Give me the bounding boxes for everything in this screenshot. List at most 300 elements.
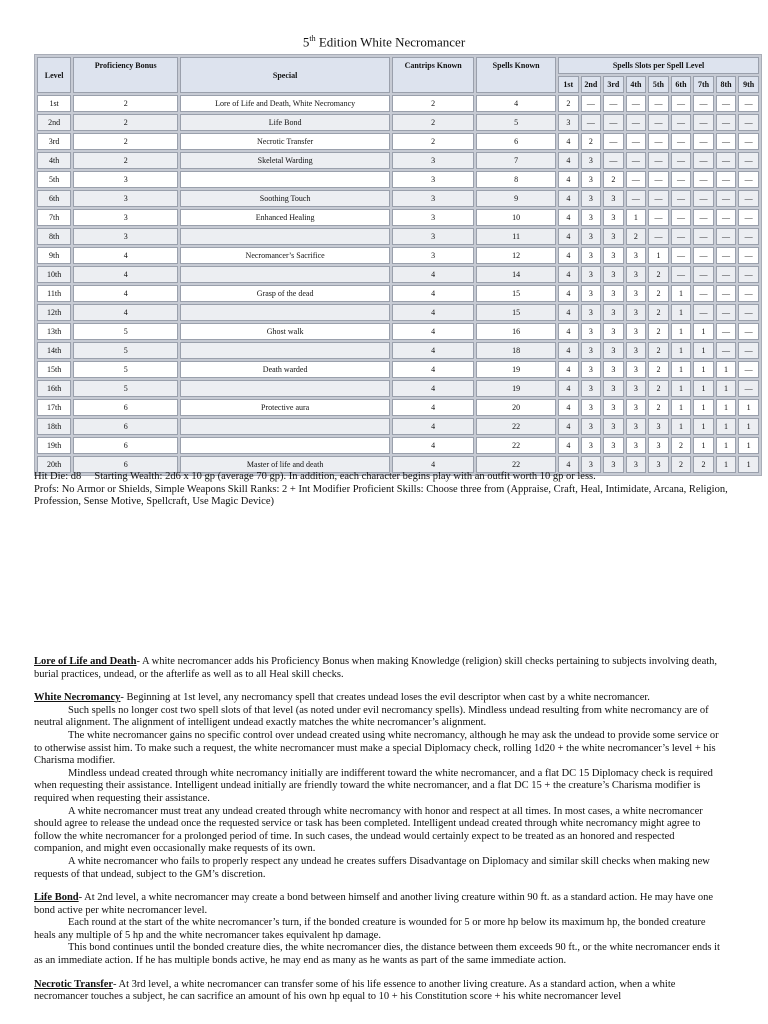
- slot-cell: 4: [558, 190, 579, 207]
- slot-cell: 1: [716, 437, 737, 454]
- special-cell: [180, 304, 390, 321]
- level-cell: 17th: [37, 399, 71, 416]
- slot-cell: 3: [581, 304, 602, 321]
- slot-cell: 4: [558, 399, 579, 416]
- feature-descriptions: [34, 656, 724, 1004]
- slot-cell: 4: [558, 152, 579, 169]
- level-cell: 3rd: [37, 133, 71, 150]
- special-cell: Soothing Touch: [180, 190, 390, 207]
- slot-cell: 1: [693, 323, 714, 340]
- special-cell: Master of life and death: [180, 456, 390, 473]
- level-cell: 4th: [37, 152, 71, 169]
- header-slot-level: 8th: [716, 76, 737, 93]
- level-cell: 2nd: [37, 114, 71, 131]
- slot-cell: 2: [648, 323, 669, 340]
- cantrips-cell: 3: [392, 209, 474, 226]
- slot-cell: 3: [626, 323, 647, 340]
- special-cell: Life Bond: [180, 114, 390, 131]
- slot-cell: —: [603, 152, 624, 169]
- proficiency-cell: 3: [73, 190, 178, 207]
- header-slot-level: 4th: [626, 76, 647, 93]
- slot-cell: 1: [693, 418, 714, 435]
- table-row: [37, 304, 759, 321]
- lore-section: Lore of Life and Death- A white necromancer adds his Proficiency Bonus when making Knowledge (religion) skill checks pertaining to subjects involving death, burial practices, undead, or the afterlife as well as to all Heal skill checks.: [34, 656, 718, 680]
- slot-cell: 3: [581, 323, 602, 340]
- table-row: [37, 399, 759, 416]
- slot-cell: 3: [626, 456, 647, 473]
- header-level: Level: [37, 57, 71, 93]
- slot-cell: —: [738, 209, 759, 226]
- slot-cell: 4: [558, 266, 579, 283]
- section-heading: White Necromancy: [34, 692, 121, 704]
- level-cell: 7th: [37, 209, 71, 226]
- slot-cell: —: [648, 228, 669, 245]
- proficiency-cell: 5: [73, 342, 178, 359]
- cantrips-cell: 4: [392, 361, 474, 378]
- slot-cell: 1: [693, 342, 714, 359]
- slot-cell: 2: [648, 304, 669, 321]
- slot-cell: —: [648, 209, 669, 226]
- slot-cell: 3: [581, 266, 602, 283]
- special-cell: Lore of Life and Death, White Necromancy: [180, 95, 390, 112]
- slot-cell: —: [626, 133, 647, 150]
- slot-cell: 3: [581, 152, 602, 169]
- spells-known-cell: 14: [476, 266, 556, 283]
- proficiency-cell: 3: [73, 209, 178, 226]
- slot-cell: 3: [581, 228, 602, 245]
- slot-cell: 1: [671, 323, 692, 340]
- slot-cell: 2: [558, 95, 579, 112]
- spells-known-cell: 15: [476, 304, 556, 321]
- proficiency-cell: 4: [73, 266, 178, 283]
- cantrips-cell: 3: [392, 171, 474, 188]
- slot-cell: —: [693, 285, 714, 302]
- table-row: [37, 247, 759, 264]
- slot-cell: —: [648, 152, 669, 169]
- class-info: [34, 471, 754, 509]
- slot-cell: 1: [738, 399, 759, 416]
- slot-cell: —: [738, 285, 759, 302]
- slot-cell: —: [581, 114, 602, 131]
- slot-cell: 2: [671, 437, 692, 454]
- section-heading: Lore of Life and Death: [34, 656, 137, 667]
- cantrips-cell: 3: [392, 228, 474, 245]
- table-row: [37, 152, 759, 169]
- slot-cell: —: [671, 133, 692, 150]
- spells-known-cell: 5: [476, 114, 556, 131]
- slot-cell: 1: [716, 399, 737, 416]
- special-cell: Grasp of the dead: [180, 285, 390, 302]
- table-row: [37, 323, 759, 340]
- slot-cell: 3: [603, 361, 624, 378]
- slot-cell: —: [738, 380, 759, 397]
- proficiency-cell: 2: [73, 95, 178, 112]
- slot-cell: 3: [648, 418, 669, 435]
- slot-cell: —: [738, 247, 759, 264]
- proficiency-cell: 4: [73, 247, 178, 264]
- spells-known-cell: 9: [476, 190, 556, 207]
- table-row: [37, 114, 759, 131]
- slot-cell: 2: [648, 361, 669, 378]
- slot-cell: 3: [603, 285, 624, 302]
- cantrips-cell: 2: [392, 95, 474, 112]
- level-cell: 8th: [37, 228, 71, 245]
- slot-cell: 2: [648, 380, 669, 397]
- header-proficiency: Proficiency Bonus: [73, 57, 178, 93]
- slot-cell: 3: [626, 285, 647, 302]
- slot-cell: 4: [558, 380, 579, 397]
- slot-cell: —: [693, 247, 714, 264]
- proficiency-cell: 5: [73, 361, 178, 378]
- level-cell: 18th: [37, 418, 71, 435]
- slot-cell: 3: [603, 437, 624, 454]
- table-row: [37, 418, 759, 435]
- special-cell: Skeletal Warding: [180, 152, 390, 169]
- slot-cell: 3: [648, 437, 669, 454]
- slot-cell: 3: [603, 323, 624, 340]
- slot-cell: 3: [603, 418, 624, 435]
- slot-cell: —: [693, 266, 714, 283]
- slot-cell: 3: [581, 247, 602, 264]
- slot-cell: 2: [626, 228, 647, 245]
- slot-cell: 3: [603, 190, 624, 207]
- slot-cell: 1: [716, 380, 737, 397]
- white-necromancy-section: White Necromancy- Beginning at 1st level, any necromancy spell that creates undead loses the evil descriptor when cast by a white necromancer.: [34, 692, 650, 704]
- slot-cell: 1: [671, 285, 692, 302]
- slot-cell: —: [716, 171, 737, 188]
- slot-cell: 4: [558, 228, 579, 245]
- header-slot-level: 1st: [558, 76, 579, 93]
- slot-cell: 1: [693, 437, 714, 454]
- spells-known-cell: 8: [476, 171, 556, 188]
- cantrips-cell: 4: [392, 266, 474, 283]
- header-slot-level: 6th: [671, 76, 692, 93]
- slot-cell: 2: [648, 399, 669, 416]
- slot-cell: —: [738, 152, 759, 169]
- hit-die-line: Hit Die: d8 Starting Wealth: 2d6 x 10 gp (average 70 gp). In addition, each character begins play with an outfit worth 10 gp or less.: [34, 471, 596, 482]
- spells-known-cell: 6: [476, 133, 556, 150]
- slot-cell: —: [738, 171, 759, 188]
- special-cell: Enhanced Healing: [180, 209, 390, 226]
- paragraph: A white necromancer who fails to properly respect any undead he creates suffers Disadvantage on Diplomacy and similar skill checks when making new requests of that undead, subject to the GM’s discretion.: [34, 855, 710, 880]
- slot-cell: —: [716, 285, 737, 302]
- special-cell: Necrotic Transfer: [180, 133, 390, 150]
- slot-cell: 1: [716, 418, 737, 435]
- slot-cell: 1: [738, 456, 759, 473]
- slot-cell: 3: [626, 342, 647, 359]
- special-cell: Protective aura: [180, 399, 390, 416]
- proficiency-cell: 4: [73, 285, 178, 302]
- slot-cell: 3: [648, 456, 669, 473]
- slot-cell: —: [716, 114, 737, 131]
- level-cell: 13th: [37, 323, 71, 340]
- slot-cell: —: [716, 304, 737, 321]
- header-slot-level: 7th: [693, 76, 714, 93]
- slot-cell: —: [671, 95, 692, 112]
- slot-cell: 3: [626, 399, 647, 416]
- level-cell: 9th: [37, 247, 71, 264]
- section-heading: Necrotic Transfer: [34, 978, 114, 990]
- header-slot-level: 3rd: [603, 76, 624, 93]
- slot-cell: —: [648, 190, 669, 207]
- slot-cell: —: [693, 171, 714, 188]
- table-row: [37, 133, 759, 150]
- slot-cell: —: [716, 95, 737, 112]
- slot-cell: 1: [738, 418, 759, 435]
- special-cell: Death warded: [180, 361, 390, 378]
- slot-cell: 3: [581, 285, 602, 302]
- slot-cell: 3: [603, 399, 624, 416]
- slot-cell: —: [671, 247, 692, 264]
- slot-cell: —: [581, 95, 602, 112]
- slot-cell: —: [693, 228, 714, 245]
- level-cell: 10th: [37, 266, 71, 283]
- cantrips-cell: 4: [392, 418, 474, 435]
- slot-cell: 3: [603, 456, 624, 473]
- slot-cell: 1: [671, 304, 692, 321]
- slot-cell: 4: [558, 323, 579, 340]
- slot-cell: —: [693, 304, 714, 321]
- slot-cell: 4: [558, 304, 579, 321]
- necrotic-transfer-section: Necrotic Transfer- At 3rd level, a white necromancer can transfer some of his life essence to another living creature. As a standard action, when a white necromancer touches a subject, he can sacrifice an amount of his own hp equal to 10 + his Constitution score + his white necromancer level: [34, 978, 676, 1003]
- slot-cell: 4: [558, 456, 579, 473]
- slot-cell: 1: [693, 380, 714, 397]
- cantrips-cell: 4: [392, 285, 474, 302]
- proficiency-cell: 6: [73, 418, 178, 435]
- slot-cell: —: [693, 114, 714, 131]
- spells-known-cell: 16: [476, 323, 556, 340]
- proficiency-cell: 3: [73, 171, 178, 188]
- slot-cell: 2: [648, 266, 669, 283]
- spells-known-cell: 7: [476, 152, 556, 169]
- slot-cell: 2: [648, 342, 669, 359]
- slot-cell: —: [671, 190, 692, 207]
- slot-cell: —: [693, 190, 714, 207]
- slot-cell: —: [603, 114, 624, 131]
- slot-cell: —: [671, 114, 692, 131]
- level-cell: 1st: [37, 95, 71, 112]
- level-cell: 20th: [37, 456, 71, 473]
- slot-cell: 1: [671, 361, 692, 378]
- life-bond-section: Life Bond- At 2nd level, a white necromancer may create a bond between himself and another living creature within 90 ft. as a standard action. He may have one bond active per white necromancer level.: [34, 892, 714, 916]
- slot-cell: 3: [581, 399, 602, 416]
- table-row: [37, 266, 759, 283]
- spells-known-cell: 22: [476, 456, 556, 473]
- slot-cell: —: [738, 114, 759, 131]
- special-cell: [180, 437, 390, 454]
- slot-cell: —: [716, 323, 737, 340]
- slot-cell: 4: [558, 342, 579, 359]
- special-cell: Necromancer’s Sacrifice: [180, 247, 390, 264]
- slot-cell: 3: [558, 114, 579, 131]
- slot-cell: —: [738, 266, 759, 283]
- slot-cell: 3: [603, 247, 624, 264]
- special-cell: [180, 228, 390, 245]
- header-special: Special: [180, 57, 390, 93]
- special-cell: [180, 171, 390, 188]
- slot-cell: 3: [626, 418, 647, 435]
- slot-cell: 1: [693, 361, 714, 378]
- slot-cell: —: [738, 133, 759, 150]
- slot-cell: —: [716, 152, 737, 169]
- slot-cell: 1: [716, 456, 737, 473]
- progression-table: [34, 54, 762, 476]
- spells-known-cell: 20: [476, 399, 556, 416]
- slot-cell: —: [626, 114, 647, 131]
- slot-cell: 3: [581, 342, 602, 359]
- section-heading: Life Bond: [34, 892, 79, 904]
- proficiency-cell: 6: [73, 399, 178, 416]
- level-cell: 16th: [37, 380, 71, 397]
- slot-cell: 1: [671, 399, 692, 416]
- slot-cell: —: [716, 209, 737, 226]
- level-cell: 12th: [37, 304, 71, 321]
- slot-cell: 3: [581, 361, 602, 378]
- slot-cell: —: [693, 209, 714, 226]
- spells-known-cell: 19: [476, 361, 556, 378]
- slot-cell: —: [626, 171, 647, 188]
- slot-cell: —: [671, 266, 692, 283]
- header-slot-level: 5th: [648, 76, 669, 93]
- slot-cell: 2: [603, 171, 624, 188]
- slot-cell: —: [648, 95, 669, 112]
- level-cell: 6th: [37, 190, 71, 207]
- spells-known-cell: 18: [476, 342, 556, 359]
- slot-cell: —: [738, 190, 759, 207]
- slot-cell: 3: [603, 342, 624, 359]
- header-spells-known: Spells Known: [476, 57, 556, 93]
- slot-cell: —: [671, 152, 692, 169]
- cantrips-cell: 4: [392, 323, 474, 340]
- table-row: [37, 228, 759, 245]
- proficiency-cell: 4: [73, 304, 178, 321]
- header-slot-level: 9th: [738, 76, 759, 93]
- cantrips-cell: 4: [392, 437, 474, 454]
- level-cell: 15th: [37, 361, 71, 378]
- slot-cell: 1: [693, 399, 714, 416]
- header-spell-slots: Spells Slots per Spell Level: [558, 57, 759, 74]
- slot-cell: —: [738, 228, 759, 245]
- slot-cell: 3: [626, 380, 647, 397]
- slot-cell: —: [626, 95, 647, 112]
- slot-cell: —: [693, 152, 714, 169]
- slot-cell: —: [648, 114, 669, 131]
- slot-cell: 3: [581, 380, 602, 397]
- proficiency-cell: 2: [73, 133, 178, 150]
- slot-cell: —: [603, 133, 624, 150]
- slot-cell: 2: [693, 456, 714, 473]
- cantrips-cell: 4: [392, 399, 474, 416]
- slot-cell: 1: [738, 437, 759, 454]
- slot-cell: 3: [581, 456, 602, 473]
- spells-known-cell: 10: [476, 209, 556, 226]
- slot-cell: —: [716, 266, 737, 283]
- spells-known-cell: 19: [476, 380, 556, 397]
- slot-cell: 1: [648, 247, 669, 264]
- slot-cell: 3: [626, 266, 647, 283]
- slot-cell: —: [716, 342, 737, 359]
- special-cell: [180, 266, 390, 283]
- spells-known-cell: 4: [476, 95, 556, 112]
- table-row: [37, 190, 759, 207]
- slot-cell: 1: [716, 361, 737, 378]
- paragraph: This bond continues until the bonded creature dies, the white necromancer dies, the distance between them exceeds 90 ft., or the white necromancer ends it as an immediate action. If he has multiple bonds active, he may end as many as he wants as part of the same immediate action.: [34, 942, 720, 967]
- slot-cell: —: [626, 152, 647, 169]
- slot-cell: —: [716, 190, 737, 207]
- cantrips-cell: 4: [392, 342, 474, 359]
- proficiency-cell: 2: [73, 152, 178, 169]
- table-row: [37, 171, 759, 188]
- slot-cell: 3: [581, 209, 602, 226]
- special-cell: Ghost walk: [180, 323, 390, 340]
- slot-cell: —: [693, 133, 714, 150]
- slot-cell: 3: [626, 304, 647, 321]
- slot-cell: —: [671, 171, 692, 188]
- spells-known-cell: 22: [476, 437, 556, 454]
- proficiency-cell: 3: [73, 228, 178, 245]
- special-cell: [180, 380, 390, 397]
- cantrips-cell: 4: [392, 380, 474, 397]
- slot-cell: 2: [648, 285, 669, 302]
- slot-cell: 3: [603, 380, 624, 397]
- slot-cell: 3: [581, 418, 602, 435]
- slot-cell: —: [716, 247, 737, 264]
- slot-cell: 3: [603, 209, 624, 226]
- slot-cell: —: [738, 323, 759, 340]
- slot-cell: 2: [671, 456, 692, 473]
- table-row: [37, 437, 759, 454]
- header-cantrips: Cantrips Known: [392, 57, 474, 93]
- slot-cell: —: [603, 95, 624, 112]
- paragraph: The white necromancer gains no specific control over undead created using white necromancy, although he may ask the undead to provide some service or to otherwise assist him. To make such a request, the white necromancer must make a special Diplomacy check, rolling 1d20 + the white necromancer’s level + his Charisma modifier.: [34, 729, 719, 767]
- table-row: [37, 342, 759, 359]
- slot-cell: —: [648, 133, 669, 150]
- slot-cell: —: [693, 95, 714, 112]
- header-slot-level: 2nd: [581, 76, 602, 93]
- level-cell: 19th: [37, 437, 71, 454]
- slot-cell: 4: [558, 418, 579, 435]
- slot-cell: —: [738, 304, 759, 321]
- spells-known-cell: 11: [476, 228, 556, 245]
- spells-known-cell: 12: [476, 247, 556, 264]
- slot-cell: 4: [558, 285, 579, 302]
- slot-cell: 3: [626, 247, 647, 264]
- paragraph: A white necromancer must treat any undead created through white necromancy with honor and respect at all times. In most cases, a white necromancer should agree to release the undead once the requested service or task has been completed. Intelligent undead created through white necromancy might agree to follow the white necromancer for a prolonged period of time. In such cases, the undead would certainly expect to be treated as an honored and respected companion, and might even occasionally make requests of its own.: [34, 805, 703, 855]
- proficiency-cell: 5: [73, 323, 178, 340]
- slot-cell: —: [626, 190, 647, 207]
- slot-cell: 4: [558, 437, 579, 454]
- table-row: [37, 285, 759, 302]
- slot-cell: 1: [671, 380, 692, 397]
- slot-cell: —: [671, 228, 692, 245]
- slot-cell: 3: [603, 266, 624, 283]
- slot-cell: 3: [581, 437, 602, 454]
- slot-cell: 4: [558, 209, 579, 226]
- special-cell: [180, 342, 390, 359]
- slot-cell: 3: [603, 228, 624, 245]
- table-row: [37, 380, 759, 397]
- slot-cell: 3: [581, 190, 602, 207]
- slot-cell: —: [738, 95, 759, 112]
- slot-cell: 4: [558, 171, 579, 188]
- slot-cell: 1: [671, 342, 692, 359]
- slot-cell: —: [738, 342, 759, 359]
- level-cell: 14th: [37, 342, 71, 359]
- table-row: [37, 361, 759, 378]
- slot-cell: —: [648, 171, 669, 188]
- slot-cell: —: [671, 209, 692, 226]
- slot-cell: 4: [558, 361, 579, 378]
